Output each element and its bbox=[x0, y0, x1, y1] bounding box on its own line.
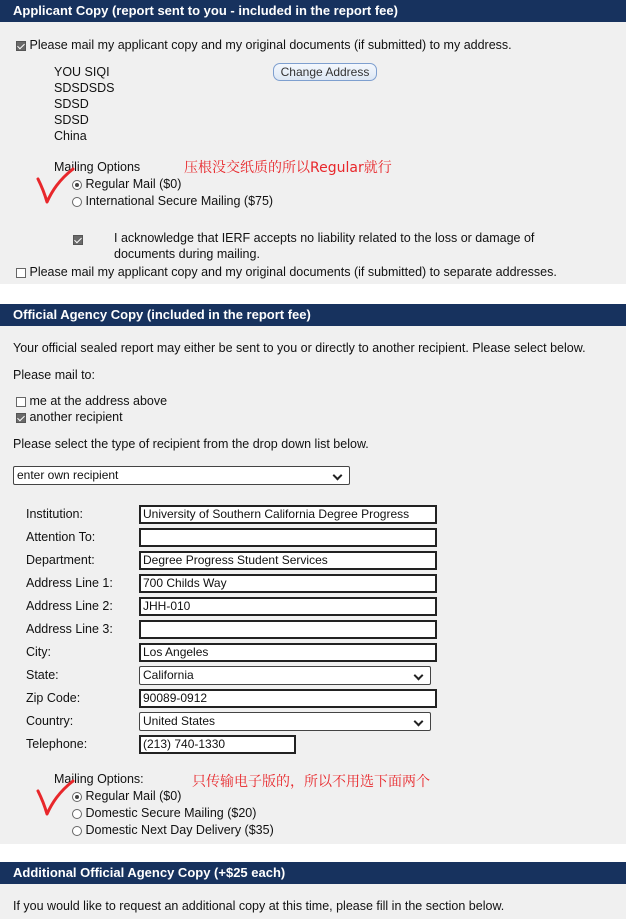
recipient-type-value: enter own recipient bbox=[17, 468, 119, 482]
annotation-note: 只传输电子版的，所以不用选下面两个 bbox=[192, 774, 430, 790]
telephone-input[interactable]: (213) 740-1330 bbox=[139, 735, 296, 754]
separate-addresses-row[interactable] bbox=[16, 265, 557, 279]
address3-label: Address Line 3: bbox=[26, 622, 113, 636]
agency-intro: Your official sealed report may either be sent to you or directly to another recipient. Please select below. bbox=[13, 341, 586, 355]
agency-copy-header: Official Agency Copy (included in the report fee) bbox=[0, 304, 626, 326]
address-line: China bbox=[54, 129, 87, 143]
country-select[interactable] bbox=[139, 712, 431, 731]
applicant-address-block bbox=[54, 64, 114, 144]
department-input[interactable]: Degree Progress Student Services bbox=[139, 551, 437, 570]
state-label: State: bbox=[26, 668, 59, 682]
attention-label: Attention To: bbox=[26, 530, 96, 544]
change-address-button[interactable]: Change Address bbox=[273, 63, 377, 81]
recipient-type-select[interactable] bbox=[13, 466, 350, 485]
attention-input[interactable] bbox=[139, 528, 437, 547]
another-recipient-label: another recipient bbox=[29, 410, 123, 424]
domestic-secure-label: Domestic Secure Mailing ($20) bbox=[85, 806, 257, 820]
country-label: Country: bbox=[26, 714, 74, 728]
mail-to-me-row[interactable] bbox=[16, 394, 167, 408]
chevron-down-icon bbox=[414, 671, 424, 681]
option-regular-mail[interactable] bbox=[72, 177, 181, 191]
telephone-label: Telephone: bbox=[26, 737, 88, 751]
mail-to-me-label: me at the address above bbox=[29, 394, 168, 408]
zip-input[interactable]: 90089-0912 bbox=[139, 689, 437, 708]
state-select[interactable] bbox=[139, 666, 431, 685]
next-day-radio[interactable] bbox=[72, 826, 82, 836]
address-line: SDSD bbox=[54, 113, 89, 127]
mailing-options-title: Mailing Options bbox=[54, 160, 141, 174]
acknowledge-text bbox=[114, 230, 534, 262]
mail-to-me-checkbox[interactable] bbox=[16, 397, 26, 407]
address-line: YOU SIQI bbox=[54, 65, 110, 79]
agency-mailing-options-title: Mailing Options: bbox=[54, 772, 144, 786]
acknowledge-checkbox[interactable] bbox=[73, 235, 83, 245]
address-line: SDSD bbox=[54, 97, 89, 111]
separate-addresses-label: Please mail my applicant copy and my original documents (if submitted) to separate addresses. bbox=[29, 265, 557, 279]
another-recipient-row[interactable] bbox=[16, 410, 123, 424]
address-line: SDSDSDS bbox=[54, 81, 115, 95]
additional-intro: If you would like to request an additional copy at this time, please fill in the section below. bbox=[13, 899, 505, 913]
agency-option-domestic-secure[interactable] bbox=[72, 806, 256, 820]
regular-mail-label: Regular Mail ($0) bbox=[85, 177, 182, 191]
agency-option-regular-mail[interactable] bbox=[72, 789, 181, 803]
applicant-copy-header: Applicant Copy (report sent to you - included in the report fee) bbox=[0, 0, 626, 22]
mail-to-my-address-row[interactable] bbox=[16, 38, 512, 52]
zip-label: Zip Code: bbox=[26, 691, 81, 705]
city-label: City: bbox=[26, 645, 51, 659]
please-mail-to: Please mail to: bbox=[13, 368, 95, 382]
agency-regular-mail-label: Regular Mail ($0) bbox=[85, 789, 182, 803]
mail-to-my-address-checkbox[interactable] bbox=[16, 41, 26, 51]
address3-input[interactable] bbox=[139, 620, 437, 639]
address1-input[interactable]: 700 Childs Way bbox=[139, 574, 437, 593]
another-recipient-checkbox[interactable] bbox=[16, 413, 26, 423]
department-label: Department: bbox=[26, 553, 95, 567]
acknowledge-line: I acknowledge that IERF accepts no liability related to the loss or damage of bbox=[114, 231, 535, 245]
address1-label: Address Line 1: bbox=[26, 576, 113, 590]
institution-label: Institution: bbox=[26, 507, 83, 521]
separate-addresses-checkbox[interactable] bbox=[16, 268, 26, 278]
address2-input[interactable]: JHH-010 bbox=[139, 597, 437, 616]
checkmark-annotation-icon bbox=[36, 167, 76, 205]
mail-to-my-address-label: Please mail my applicant copy and my original documents (if submitted) to my address. bbox=[29, 38, 512, 52]
institution-input[interactable]: University of Southern California Degree Progress bbox=[139, 505, 437, 524]
acknowledge-line: documents during mailing. bbox=[114, 247, 260, 261]
chevron-down-icon bbox=[333, 471, 343, 481]
state-value: California bbox=[143, 668, 194, 682]
next-day-label: Domestic Next Day Delivery ($35) bbox=[85, 823, 274, 837]
annotation-note: 压根没交纸质的所以Regular就行 bbox=[184, 160, 392, 176]
country-value: United States bbox=[143, 714, 216, 728]
select-type-text: Please select the type of recipient from the drop down list below. bbox=[13, 437, 369, 451]
option-international-secure[interactable] bbox=[72, 194, 273, 208]
agency-option-next-day[interactable] bbox=[72, 823, 274, 837]
additional-copy-header: Additional Official Agency Copy (+$25 each) bbox=[0, 862, 626, 884]
checkmark-annotation-icon bbox=[36, 779, 76, 817]
address2-label: Address Line 2: bbox=[26, 599, 113, 613]
international-secure-label: International Secure Mailing ($75) bbox=[85, 194, 274, 208]
chevron-down-icon bbox=[414, 717, 424, 727]
city-input[interactable]: Los Angeles bbox=[139, 643, 437, 662]
